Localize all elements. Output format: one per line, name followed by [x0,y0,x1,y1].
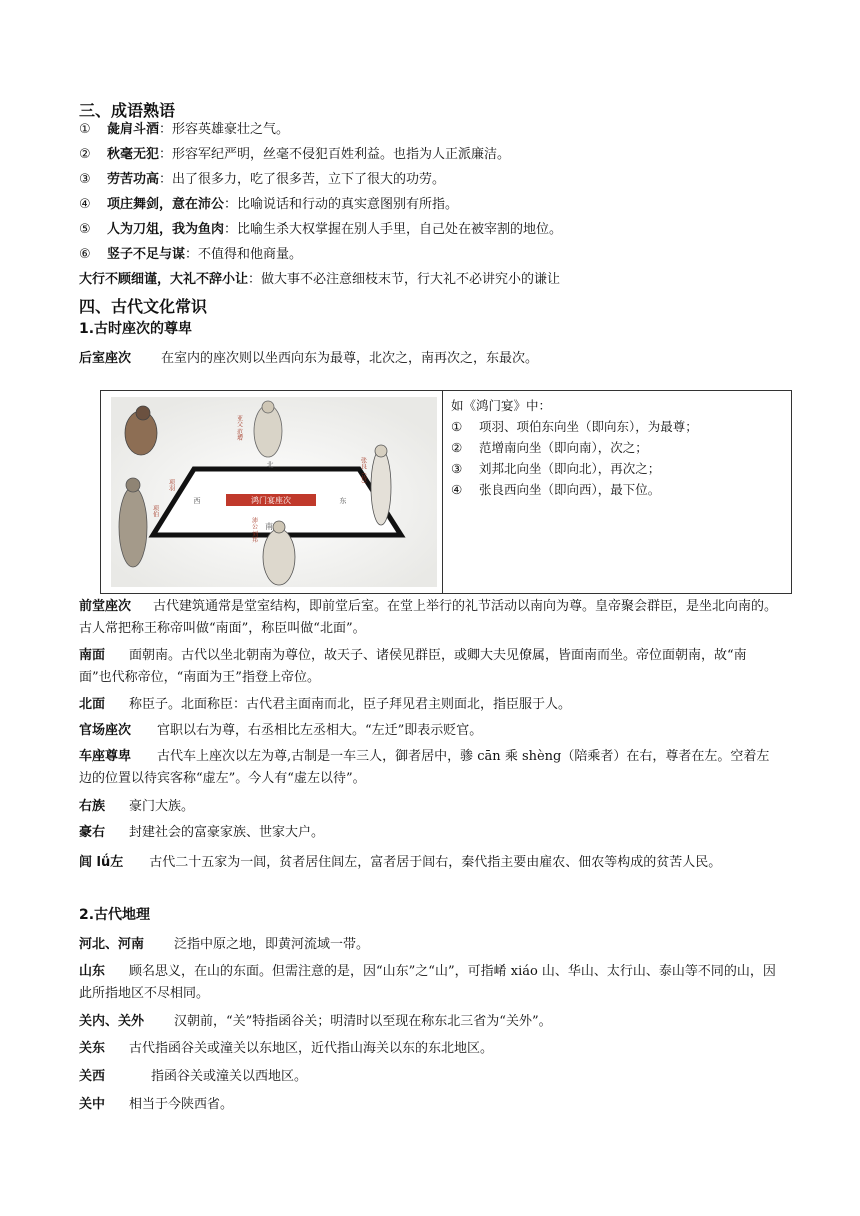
idiom-item-3 [79,171,445,189]
entry-definition: 古代指函谷关或潼关以东地区，近代指山海关以东的东北地区。 [129,1041,494,1056]
seating-item-4 [451,479,781,500]
entry-definition: 古代二十五家为一闾，贫者居住闾左，富者居于闾右，秦代指主要由雇农、佃农等构成的贫苦人民。 [149,855,722,870]
entry-definition: 官职以右为尊，右丞相比左丞相大。“左迁”即表示贬官。 [157,723,483,738]
entry-definition: 古代建筑通常是堂室结构，即前堂后室。在堂上举行的礼节活动以南向为尊。皇帝聚会群臣，是坐北向南的。古人常把称王称帝叫做“南面”，称臣叫做“北面”。 [79,599,778,636]
entry-definition: 称臣子。北面称臣：古代君主面南而北，臣子拜见君主则面北，指臣服于人。 [129,697,572,712]
idiom-number: ① [79,122,91,137]
direction-south: 南 [265,522,273,531]
direction-east: 东 [339,497,347,505]
idiom-definition: ：出了很多力，吃了很多苦，立下了很大的功劳。 [159,172,446,187]
section-3-heading: 三、成语熟语 [79,101,176,120]
item-number: ④ [451,482,463,497]
entry-term: 山东 [79,964,106,979]
seating-list [451,395,781,500]
subheading-seating: 1.古时座次的尊卑 [79,321,193,337]
item-text: 刘邦北向坐（即向北），再次之； [479,461,661,476]
idiom-definition: ：比喻生杀大权掌握在别人手里，自己处在被宰割的地位。 [224,222,563,237]
center-label: 鸿门宴座次 [251,496,291,505]
entry-definition: 封建社会的富豪家族、世家大户。 [129,825,325,840]
entry-term: 关西 [79,1069,106,1084]
entry-term: 右族 [79,799,106,814]
idiom-number: ⑤ [79,222,91,237]
item-number: ③ [451,461,463,476]
entry-beimian [79,694,779,716]
idiom-term: 大行不顾细谨，大礼不辞小让 [79,272,249,287]
entry-term: 车座尊卑 [79,749,132,764]
item-number: ② [451,440,463,455]
geo-entry-guanxi [79,1066,779,1088]
entry-youzu [79,796,779,818]
idiom-term: 项庄舞剑，意在沛公 [107,197,225,212]
entry-term: 后室座次 [79,351,132,366]
idiom-definition: ：做大事不必注意细枝末节，行大礼不必讲究小的谦让 [248,272,561,287]
label-zhangliang: 张良（侍） [359,457,367,487]
entry-definition: 指函谷关或潼关以西地区。 [151,1069,308,1084]
entry-chezuo [79,746,779,790]
entry-houshi [79,348,779,370]
idiom-definition: ：形容军纪严明，丝毫不侵犯百姓利益。也指为人正派廉洁。 [159,147,511,162]
label-xiangyu: 项羽 [167,479,175,491]
seating-table [100,390,792,594]
item-text: 张良西向坐（即向西），最下位。 [479,482,661,497]
entry-nanmian [79,645,779,689]
idiom-definition: ：不值得和他商量。 [185,247,303,262]
seating-diagram [111,397,437,587]
idiom-item-2 [79,146,510,164]
idiom-item-4 [79,196,458,214]
seating-item-1 [451,416,781,437]
seating-item-3 [451,458,781,479]
idiom-term: 竖子不足与谋 [107,247,186,262]
entry-term: 前堂座次 [79,599,132,614]
entry-definition: 相当于今陕西省。 [129,1097,234,1112]
idiom-term: 彘肩斗酒 [107,122,160,137]
entry-definition: 在室内的座次则以坐西向东为最尊，北次之，南再次之，东最次。 [161,351,539,366]
entry-qiantang [79,596,779,640]
seating-illustration [111,397,437,587]
idiom-term: 秋毫无犯 [107,147,160,162]
entry-term: 豪右 [79,825,106,840]
subheading-geography: 2.古代地理 [79,907,151,923]
idiom-number: ③ [79,172,91,187]
geo-entry-shandong [79,961,779,1005]
entry-haoyou [79,822,779,844]
geo-entry-guandong [79,1038,779,1060]
entry-term: 关中 [79,1097,106,1112]
entry-definition: 顾名思义，在山的东面。但需注意的是，因“山东”之“山”，可指崤 xiáo 山、华山、太行山、泰山等不同的山，因此所指地区不尽相同。 [79,964,776,1001]
item-text: 项羽、项伯东向坐（即向东），为最尊； [479,419,698,434]
entry-term: 闾 lǘ左 [79,855,124,870]
entry-term: 关东 [79,1041,106,1056]
geo-entry-hebei [79,934,779,956]
idiom-item-5 [79,221,562,239]
entry-guanchang [79,720,779,742]
table-divider [442,391,443,593]
label-fanzeng: 亚父 范增 [235,415,243,441]
entry-definition: 古代车上座次以左为尊,古制是一车三人，御者居中，骖 cān 乘 shèng（陪乘者）在右，尊者在左。空着左边的位置以待宾客称“虚左”。今人有“虚左以待”。 [79,749,770,786]
entry-term: 北面 [79,697,106,712]
entry-term: 南面 [79,648,106,663]
idiom-number: ② [79,147,91,162]
idiom-item-1 [79,121,289,139]
entry-term: 河北、河南 [79,937,145,952]
idiom-extra [79,271,560,289]
idiom-definition: ：比喻说话和行动的真实意图别有所指。 [224,197,459,212]
idiom-number: ⑥ [79,247,91,262]
direction-west: 西 [193,497,201,505]
label-liubang: 沛公 刘邦 [250,517,258,543]
entry-term: 关内、关外 [79,1014,145,1029]
idiom-number: ④ [79,197,91,212]
idiom-term: 劳苦功高 [107,172,160,187]
seating-intro: 如《鸿门宴》中： [451,398,552,413]
direction-north: 北 [266,461,274,469]
seating-item-2 [451,437,781,458]
entry-definition: 汉朝前，“关”特指函谷关；明清时以至现在称东北三省为“关外”。 [174,1014,552,1029]
item-number: ① [451,419,463,434]
idiom-definition: ：形容英雄豪壮之气。 [159,122,290,137]
entry-lvzuo [79,852,779,874]
entry-definition: 泛指中原之地，即黄河流域一带。 [174,937,370,952]
section-4-heading: 四、古代文化常识 [79,297,208,316]
idiom-item-6 [79,246,302,264]
geo-entry-guannei [79,1011,779,1033]
entry-definition: 面朝南。古代以坐北朝南为尊位，故天子、诸侯见群臣，或卿大夫见僚属，皆面南而坐。帝位面朝南，故“南面”也代称帝位，“南面为王”指登上帝位。 [79,648,747,685]
geo-entry-guanzhong [79,1094,779,1116]
entry-definition: 豪门大族。 [129,799,195,814]
entry-term: 官场座次 [79,723,132,738]
item-text: 范增南向坐（即向南），次之； [479,440,648,455]
idiom-term: 人为刀俎，我为鱼肉 [107,222,225,237]
label-xiangbo: 项伯 [151,505,159,517]
